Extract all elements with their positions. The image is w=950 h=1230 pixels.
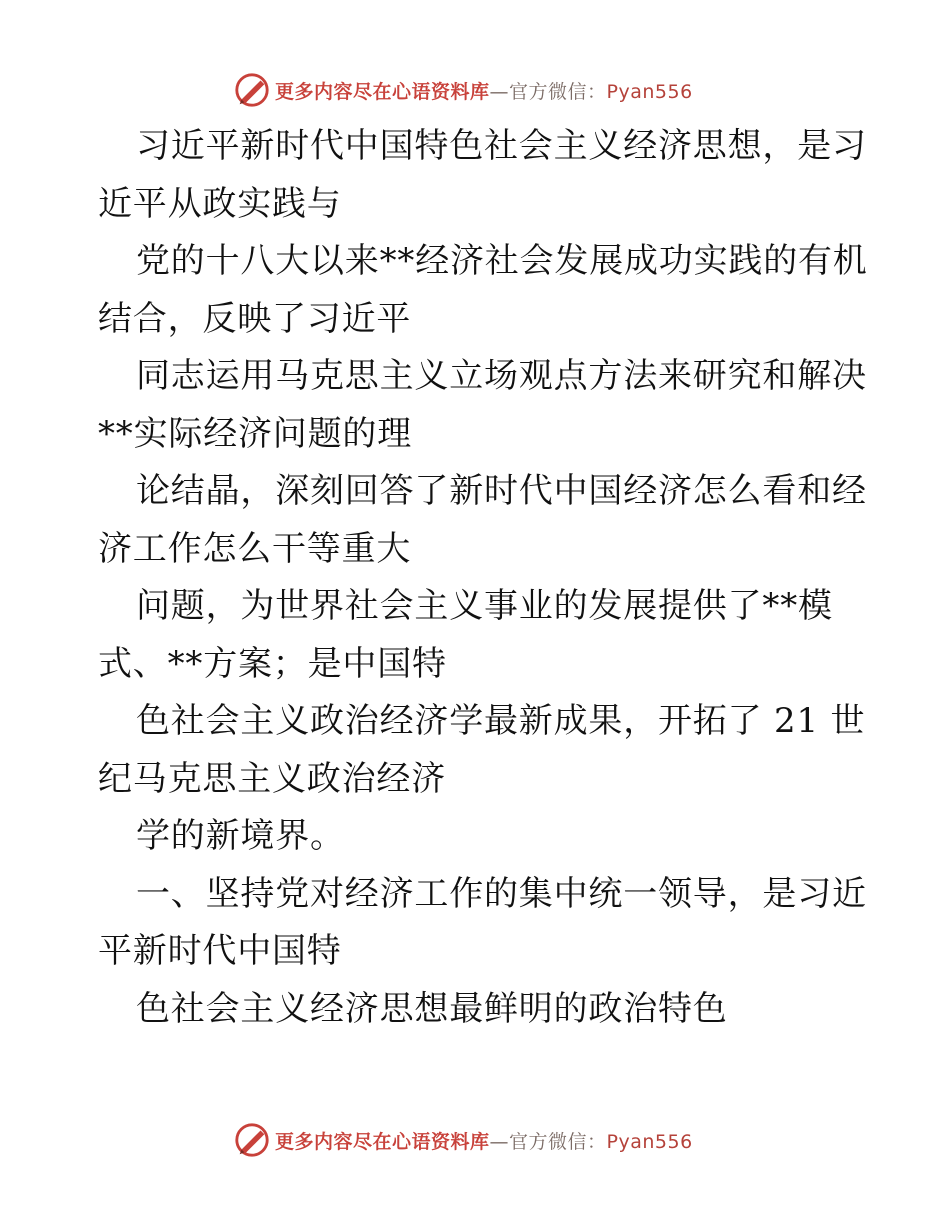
watermark-text: 更多内容尽在心语资料库—官方微信：Pyan556 — [275, 80, 693, 103]
text-line: 党的十八大以来**经济社会发展成功实践的有机 — [136, 241, 868, 281]
watermark-banner-bottom — [233, 1120, 693, 1160]
text-line: 问题，为世界社会主义事业的发展提供了**模 — [136, 586, 833, 626]
text-line: 论结晶，深刻回答了新时代中国经济怎么看和经 — [136, 471, 867, 511]
text-line: 色社会主义经济思想最鲜明的政治特色 — [136, 988, 728, 1029]
document-body — [98, 118, 868, 1038]
text-line: 近平从政实践与 — [98, 183, 342, 224]
text-line: 结合，反映了习近平 — [98, 298, 412, 339]
text-line: **实际经济问题的理 — [98, 413, 412, 454]
text-line: 色社会主义政治经济学最新成果，开拓了 21 世 — [136, 701, 866, 741]
text-line: 纪马克思主义政治经济 — [98, 758, 446, 799]
text-line: 同志运用马克思主义立场观点方法来研究和解决 — [136, 356, 867, 396]
text-line: 式、**方案；是中国特 — [98, 643, 447, 684]
watermark-banner-top — [233, 70, 693, 110]
watermark-text: 更多内容尽在心语资料库—官方微信：Pyan556 — [275, 1130, 693, 1153]
text-line: 学的新境界。 — [136, 816, 345, 856]
text-line: 济工作怎么干等重大 — [98, 528, 412, 569]
pen-logo-icon — [233, 1121, 271, 1159]
text-line: 平新时代中国特 — [98, 931, 342, 971]
text-line: 一、坚持党对经济工作的集中统一领导，是习近 — [136, 873, 867, 914]
pen-logo-icon — [233, 71, 271, 109]
text-line: 习近平新时代中国特色社会主义经济思想，是习 — [136, 126, 867, 166]
